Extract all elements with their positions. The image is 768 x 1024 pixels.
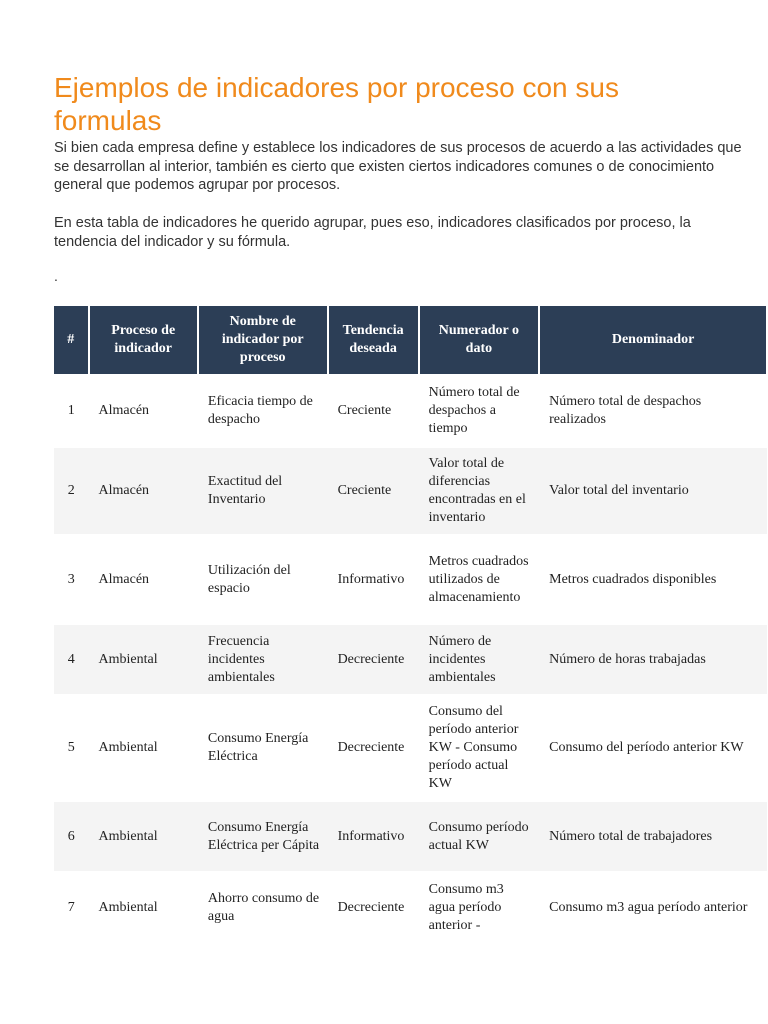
cell-number: 3 xyxy=(54,535,89,624)
cell-trend: Decreciente xyxy=(328,872,419,944)
cell-numerator: Valor total de diferencias encontradas en el inventario xyxy=(419,447,539,535)
cell-numerator: Metros cuadrados utilizados de almacenamiento xyxy=(419,535,539,624)
cell-number: 5 xyxy=(54,695,89,801)
table-intro-paragraph: En esta tabla de indicadores he querido agrupar, pues eso, indicadores clasificados por proceso, la tendencia del indicador y su fórmula. xyxy=(54,215,691,250)
cell-process: Almacén xyxy=(89,375,198,447)
cell-indicator-name: Eficacia tiempo de despacho xyxy=(198,375,328,447)
header-denominator: Denominador xyxy=(539,306,767,375)
cell-number: 1 xyxy=(54,375,89,447)
cell-indicator-name: Exactitud del Inventario xyxy=(198,447,328,535)
cell-denominator: Consumo del período anterior KW xyxy=(539,695,767,801)
cell-number: 7 xyxy=(54,872,89,944)
table-row xyxy=(54,801,767,872)
cell-trend: Creciente xyxy=(328,375,419,447)
table-header-row xyxy=(54,306,767,375)
table-row xyxy=(54,375,767,447)
cell-denominator: Valor total del inventario xyxy=(539,447,767,535)
cell-indicator-name: Consumo Energía Eléctrica xyxy=(198,695,328,801)
cell-denominator: Consumo m3 agua período anterior xyxy=(539,872,767,944)
cell-denominator: Número total de despachos realizados xyxy=(539,375,767,447)
cell-process: Ambiental xyxy=(89,695,198,801)
indicators-table xyxy=(54,306,768,945)
cell-process: Almacén xyxy=(89,447,198,535)
cell-number: 6 xyxy=(54,801,89,872)
cell-number: 2 xyxy=(54,447,89,535)
header-number: # xyxy=(54,306,89,375)
intro-paragraph: Si bien cada empresa define y establece los indicadores de sus procesos de acuerdo a las actividades que se desarrollan al interior, también es cierto que existen ciertos indicadores comunes o de conocimiento general que podemos agrupar por procesos. xyxy=(54,140,742,193)
cell-numerator: Consumo período actual KW xyxy=(419,801,539,872)
cell-denominator: Metros cuadrados disponibles xyxy=(539,535,767,624)
cell-trend: Informativo xyxy=(328,801,419,872)
cell-trend: Creciente xyxy=(328,447,419,535)
cell-indicator-name: Utilización del espacio xyxy=(198,535,328,624)
cell-trend: Decreciente xyxy=(328,695,419,801)
cell-numerator: Consumo del período anterior KW - Consumo período actual KW xyxy=(419,695,539,801)
cell-trend: Informativo xyxy=(328,535,419,624)
page-title: Ejemplos de indicadores por proceso con sus formulas xyxy=(54,72,619,136)
header-numerator: Numerador o dato xyxy=(419,306,539,375)
table-row xyxy=(54,447,767,535)
cell-denominator: Número de horas trabajadas xyxy=(539,624,767,695)
cell-denominator: Número total de trabajadores xyxy=(539,801,767,872)
separator-dot: . xyxy=(54,268,58,284)
table-row xyxy=(54,624,767,695)
table-row xyxy=(54,872,767,944)
cell-numerator: Número total de despachos a tiempo xyxy=(419,375,539,447)
cell-trend: Decreciente xyxy=(328,624,419,695)
cell-indicator-name: Consumo Energía Eléctrica per Cápita xyxy=(198,801,328,872)
cell-indicator-name: Ahorro consumo de agua xyxy=(198,872,328,944)
cell-numerator: Consumo m3 agua período anterior - xyxy=(419,872,539,944)
cell-process: Ambiental xyxy=(89,801,198,872)
cell-indicator-name: Frecuencia incidentes ambientales xyxy=(198,624,328,695)
table-row xyxy=(54,535,767,624)
header-trend: Tendencia deseada xyxy=(328,306,419,375)
cell-numerator: Número de incidentes ambientales xyxy=(419,624,539,695)
header-process: Proceso de indicador xyxy=(89,306,198,375)
cell-number: 4 xyxy=(54,624,89,695)
cell-process: Ambiental xyxy=(89,872,198,944)
cell-process: Almacén xyxy=(89,535,198,624)
table-row xyxy=(54,695,767,801)
header-indicator-name: Nombre de indicador por proceso xyxy=(198,306,328,375)
cell-process: Ambiental xyxy=(89,624,198,695)
